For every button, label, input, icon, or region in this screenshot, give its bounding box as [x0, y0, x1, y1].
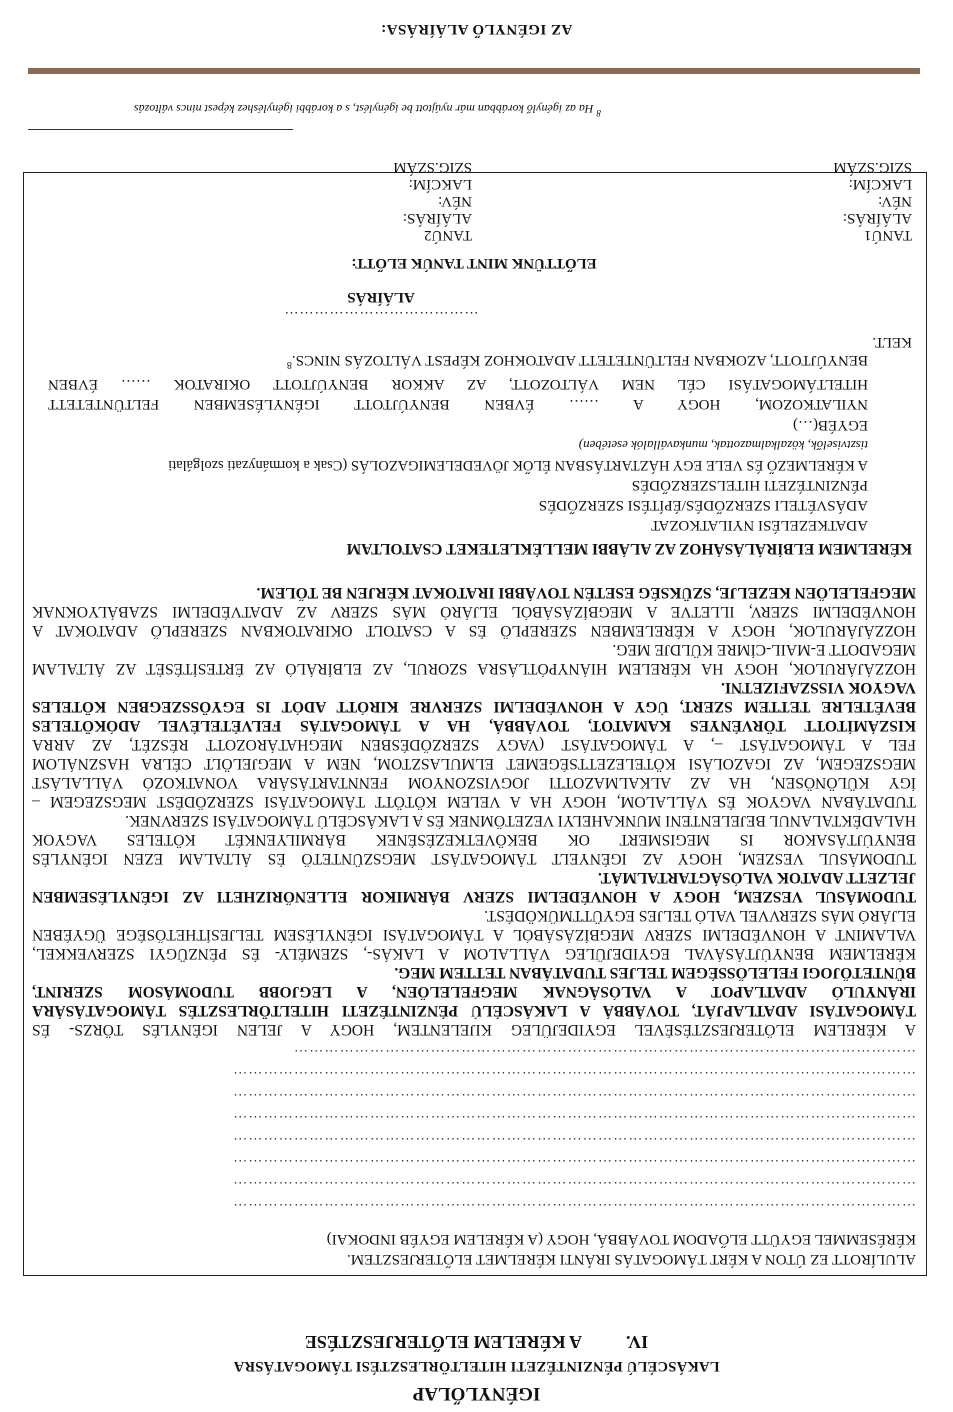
section-title: A KÉRELEM ELŐTERJESZTÉSE	[304, 1332, 582, 1352]
witness-field[interactable]: NÉV:	[878, 193, 912, 209]
reason-line-8[interactable]: ……………………………………………………………………………………………………………	[292, 1046, 916, 1061]
declaration-line: FEL A TÁMOGATÁST –, A TÁMOGATÁST (VAGY SZERZŐDÉSBEN MEGHATÁROZOTT RÉSZÉT, AZ ARRA	[32, 736, 916, 753]
declaration-line: ELJÁRÓ MÁS SZERVVEL VALÓ TELJES EGYÜTTMŰKÖDÉST.	[484, 907, 916, 924]
section-number: IV.	[625, 1332, 649, 1352]
declaration-line: BÜNTETŐJOGI FELELŐSSÉGEM TELJES TUDATÁBAN TETTEM MEG.	[394, 964, 916, 981]
declaration-line: TUDATÁBAN VAGYOK ÉS VÁLLALOM, HOGY HA A VELEM KÖTÖTT TÁMOGATÁSI SZERZŐDÉST MEGSZEGEM –	[32, 793, 916, 810]
footnote-separator	[28, 129, 293, 130]
declaration-line: MEGADOTT E-MAIL-CÍMRE KÜLDJE MEG.	[612, 641, 916, 658]
witness-field[interactable]: ALÁÍRÁS:	[842, 210, 912, 226]
declaration-line: VALAMINT A HONVÉDELMI SZERV MEGBÍZÁSÁBÓL A TÁMOGATÁSI IGÉNYLÉSEM TELJESÍTHETŐSÉGE ÜGYÉBEN	[32, 926, 916, 943]
declaration-line: HONVÉDELMI SZERV, ILLETVE A MEGBÍZÁSÁBÓL ELJÁRÓ MÁS SZERV AZ ADATVÉDELMI SZABÁLYOKNAK	[32, 603, 916, 620]
declaration-line: BEVÉTELRE TETTEM SZERT, ÚGY A HONVÉDELMI SZERVRE KIRÓTT ADÓT IS EGYÖSSZEGBEN KÖTELES	[32, 698, 916, 715]
kelt-label: KELT.	[872, 334, 912, 350]
statement-line-3: BENYÚJTOTT, AZOKBAN FELTÜNTETETT ADATOKHOZ KÉPEST VÁLTOZÁS NINCS.$^8$	[286, 352, 868, 370]
decorative-rule	[28, 68, 920, 74]
declaration-line: MEGFELELŐEN KEZELJE, SZÜKSÉG ESETÉN TOVÁBBI IRATOKAT KÉRJEN BE TŐLEM.	[256, 584, 916, 601]
intro-line-2: KÉRÉSEMMEL EGYÜTT ELŐADOM TOVÁBBÁ, HOGY (A KÉRELEM EGYÉB INDOKAI)	[326, 1231, 916, 1247]
section-heading	[0, 1331, 953, 1352]
declaration-line: TUDOMÁSUL VESZEM, HOGY AZ IGÉNYELT TÁMOGATÁST MEGSZÜNTETŐ ÉS ÁLTALAM EZEN IGÉNYLÉS	[32, 850, 916, 867]
declaration-line: IRÁNYULÓ ADATLAPOT A VALÓSÁGNAK MEGFELELŐEN, A LEGJOBB TUDOMÁSOM SZERINT,	[32, 983, 916, 1000]
intro-line-1: ALULÍROTT EZ ÚTON A KÉRT TÁMOGATÁS IRÁNTI KÉRELMET ELŐTERJESZTEM.	[347, 1251, 916, 1267]
document-title: IGÉNYLŐLAP	[412, 1383, 541, 1404]
applicant-signature-label: AZ IGÉNYLŐ ALÁÍRÁSA:	[380, 21, 573, 37]
footnote	[134, 101, 601, 118]
reason-line-7[interactable]: ………………………………………………………………………………………………………………………	[232, 1068, 916, 1083]
statement-line-2: HITELTÁMOGATÁSI CÉL NEM VÁLTOZOTT, AZ AKKOR BENYÚJTOTT OKIRATOK …… ÉVBEN	[48, 376, 868, 392]
witness-title: TANÚ2	[424, 227, 472, 243]
reason-line-1[interactable]: ………………………………………………………………………………………………………………………	[232, 1200, 916, 1215]
witness-field[interactable]: NÉV:	[438, 193, 472, 209]
witness-title: TANÚ1	[864, 227, 912, 243]
attachment-item: ADÁSVÉTELI SZERZŐDÉS/ÉPÍTÉSI SZERZŐDÉS	[538, 497, 868, 513]
attachment-item: EGYÉB(…)	[793, 417, 868, 433]
declaration-line: HALADÉKTALANUL BEJELENTENI MUNKAHELYI VEZETŐMNEK ÉS A LAKÁSCÉLÚ TÁMOGATÁSI SZERVNEK.	[125, 812, 916, 829]
attachment-item: PÉNZINTÉZETI HITELSZERZŐDÉS	[631, 477, 868, 493]
declaration-line: TÁMOGATÁSI ADATLAPJÁT, TOVÁBBÁ A LAKÁSCÉLÚ PÉNZINTÉZETI HITELTÖRLESZTÉS TÁMOGATÁSÁRA	[32, 1002, 916, 1019]
witness-field[interactable]: LAKCÍM:	[408, 176, 472, 192]
witness-field[interactable]: ALÁÍRÁS:	[402, 210, 472, 226]
declaration-line: MEGSZEGEM, AZ IGAZOLÁSI KÖTELEZETTSÉGEMET ELMULASZTOM, NEM A MEGJELÖLT CÉLRA HASZNÁLOM	[32, 755, 916, 772]
declaration-line: A KÉRELEM ELŐTERJESZTÉSÉVEL EGYIDEJŰLEG KIJELENTEM, HOGY A JELEN IGÉNYLÉS TÖRZS- ÉS	[32, 1021, 916, 1038]
reason-line-4[interactable]: ………………………………………………………………………………………………………………………	[232, 1134, 916, 1149]
declaration-line: KÉRELMEM BENYÚJTÁSÁVAL EGYIDEJŰLEG VÁLLALOM A LAKÁS-, SZEMÉLY- ÉS PÉNZÜGYI SZERVEKKEL,	[32, 945, 916, 962]
attachment-item: ADATKEZELÉSI NYILATKOZAT	[650, 517, 868, 533]
witness-field[interactable]: SZIG.SZÁM	[393, 159, 472, 175]
declaration-line: ÍGY KÜLÖNÖSEN, HA AZ ALKALMAZOTTI JOGVISZONYOM FENNTARTÁSÁRA VONATKOZÓ VÁLLALÁST	[32, 774, 916, 791]
declaration-line: HOZZÁJÁRULOK, HOGY A KÉRELEMBEN SZEREPLŐ ÉS A CSATOLT OKIRATOKBAN SZEREPLŐ ADATOKAT A	[32, 622, 916, 639]
declaration-line: HOZZÁJÁRULOK, HOGY HA KÉRELEM HIÁNYPÓTLÁSRA SZORUL, AZ ELBÍRÁLÓ AZ ÉRTESÍTÉSÉT AZ ÁLTALAM	[32, 660, 916, 677]
attachment-item: A KÉRELMEZŐ ÉS VELE EGY HÁZTARTÁSBAN ÉLŐK JÖVEDELEMIGAZOLÁS (Csak a kormányzati szolgálati	[168, 457, 868, 473]
reason-line-6[interactable]: ………………………………………………………………………………………………………………………	[232, 1090, 916, 1105]
reason-line-5[interactable]: ………………………………………………………………………………………………………………………	[232, 1112, 916, 1127]
declaration-line: TUDOMÁSUL VESZEM, HOGY A HONVÉDELMI SZERV BÁRMIKOR ELLENŐRIZHETI AZ IGÉNYLÉSEMBEN	[32, 888, 916, 905]
attachments-heading: KÉRELMEM ELBÍRÁLÁSÁHOZ AZ ALÁBBI MELLÉKLETEKET CSATOLTAM	[346, 540, 912, 557]
declaration-line: BENYÚJTÁSAKOR IS MEGISMERT OK BEKÖVETKEZÉSÉNEK BÁRMILYENKÉT KÖTELES VAGYOK	[32, 831, 916, 848]
document-subtitle: LAKÁSCÉLÚ PÉNZINTÉZETI HITELTÖRLESZTÉSI TÁMOGATÁSRA	[233, 1358, 720, 1374]
declaration-line: KISZÁMÍTOTT TÖRVÉNYES KAMATOT, TOVÁBBÁ, HA A TÁMOGATÁS FELVÉTELÉVEL ADÓKÖTELES	[32, 717, 916, 734]
witness-heading: ELŐTTÜNK MINT TANÚK ELŐTT:	[351, 255, 597, 271]
application-form-box	[23, 159, 927, 1276]
footnote-text: Ha az igénylő korábban már nyújtott be igénylést, s a korábbi igényléshez képest nincs változás	[133, 102, 594, 116]
witness-field[interactable]: SZIG.SZÁM	[833, 159, 912, 175]
statement-line-1: NYILATKOZOM, HOGY A …… ÉVBEN BENYÚJTOTT IGÉNYLÉSEMBEN FELTÜNTETETT	[48, 396, 868, 412]
declaration-line: VAGYOK VISSZAFIZETNI.	[721, 679, 916, 696]
reason-line-2[interactable]: ………………………………………………………………………………………………………………………	[232, 1178, 916, 1193]
attachment-item: tisztviselők, közalkalmazottak, munkavállalók esetében)	[578, 438, 868, 453]
witness-field[interactable]: LAKCÍM:	[848, 176, 912, 192]
reason-line-3[interactable]: ………………………………………………………………………………………………………………………	[232, 1156, 916, 1171]
footnote-reference: 8	[286, 359, 292, 370]
declaration-line: JELZETT ADATOK VALÓSÁGTARTALMÁT.	[597, 869, 916, 886]
footnote-number: 8	[596, 108, 601, 118]
signature-line[interactable]: …………………………………	[283, 308, 479, 323]
signature-label: ALÁÍRÁS	[347, 289, 415, 305]
